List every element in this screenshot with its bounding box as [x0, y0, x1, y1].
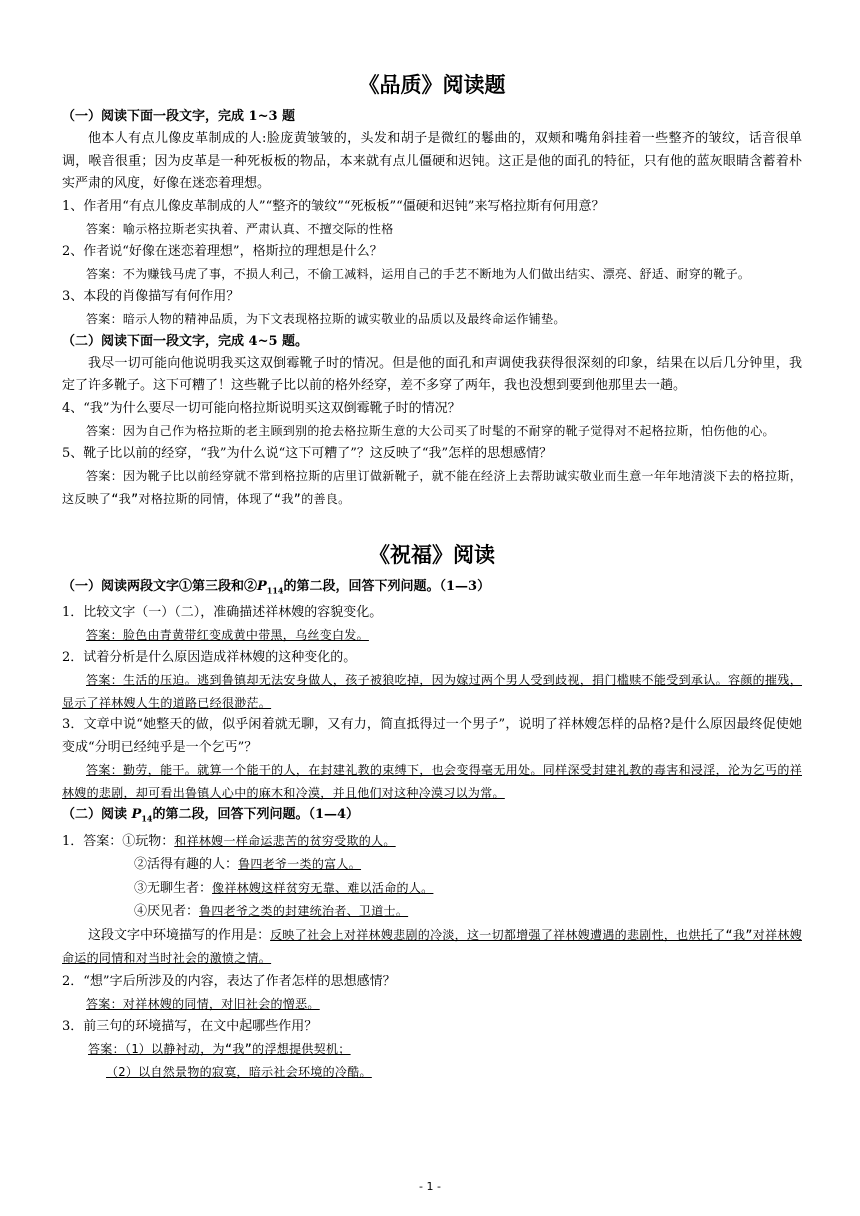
env-answer: 反映了社会上对祥林嫂悲剧的冷淡，这一切都增强了祥林嫂遭遇的悲剧性，也烘托了“我”对祥林嫂命运的同情和对当时社会的激愤之情。 [62, 927, 802, 966]
question-5: 5、靴子比以前的经穿，“我”为什么说“这下可糟了”？这反映了“我”怎样的思想感情？ [62, 445, 553, 461]
answer-5: 答案：因为靴子比以前经穿就不常到格拉斯的店里订做新靴子，就不能在经济上去帮助诚实敬业而生意一年年地清淡下去的格拉斯，这反映了“我”对格拉斯的同情，体现了“我”的善良。 [62, 469, 802, 506]
item-prefix: ④厌见者： [134, 904, 200, 920]
page-number: - 1 - [419, 1180, 441, 1193]
title-pinzhi: 《品质》阅读题 [358, 72, 506, 97]
section-1-heading: （一）阅读下面一段文字，完成 1~3 题 [62, 109, 296, 124]
title-zhufu: 《祝福》阅读 [369, 542, 495, 567]
item-answer: 鲁四老爷一类的富人。 [238, 857, 362, 872]
answer-text: 答案：对祥林嫂的同情，对旧社会的憎恶。 [86, 997, 320, 1012]
page-ref-number: 14 [141, 813, 153, 824]
zhufu-answer-3b-part-1 [62, 1038, 802, 1061]
section-2-heading: （二）阅读下面一段文字，完成 4~5 题。 [62, 333, 309, 349]
heading-text-a: （一）阅读两段文字①第三段和② [62, 579, 258, 594]
zhufu-answer-3b-part-2 [62, 1061, 802, 1084]
heading-text-a: （二）阅读 [62, 807, 132, 823]
zhufu-question-3b: 3．前三句的环境描写，在文中起哪些作用？ [62, 1018, 318, 1034]
item-answer: 和祥林嫂一样命运悲苦的贫穷受欺的人。 [174, 833, 396, 848]
question-1: 1、作者用“有点儿像皮革制成的人”“整齐的皱纹”“死板板”“僵硬和迟钝”来写格拉斯有何用意？ [62, 198, 605, 214]
answer-1: 答案：喻示格拉斯老实执着、严肃认真、不擅交际的性格 [86, 222, 394, 236]
heading-text-b: 的第二段，回答下列问题。（1—4） [152, 807, 360, 823]
heading-text-b: 的第二段，回答下列问题。（1—3） [283, 579, 491, 594]
answer-text: 答案：（1）以静衬动，为“我”的浮想提供契机； [88, 1042, 351, 1057]
zhufu-answer-2b [62, 993, 802, 1016]
zhufu-question-2b: 2．“想”字后所涉及的内容，表达了作者怎样的思想感情？ [62, 973, 396, 989]
env-prefix: 这段文字中环境描写的作用是： [88, 927, 271, 943]
zhufu-question-3: 3．文章中说“她整天的做，似乎闲着就无聊，又有力，简直抵得过一个男子”，说明了祥林嫂怎样的品格?是什么原因最终促使她变成“分明已经纯乎是一个乞丐”？ [62, 717, 802, 755]
zhufu-answer-1 [62, 624, 802, 647]
answer-text: 答案：勤劳，能干。就算一个能干的人，在封建礼教的束缚下，也会变得毫无用处。同样深受封建礼教的毒害和浸淫，沦为乞丐的祥林嫂的悲剧，却可看出鲁镇人心中的麻木和冷漠，并且他们对这种冷漠习以为常。 [62, 763, 802, 800]
question-3: 3、本段的肖像描写有何作用？ [62, 288, 240, 304]
question-2: 2、作者说“好像在迷恋着理想”，格斯拉的理想是什么？ [62, 243, 383, 259]
answer-text: （2）以自然景物的寂寞，暗示社会环境的冷酷。 [106, 1064, 372, 1079]
page-ref-number: 114 [266, 585, 284, 596]
zhufu-question-1: 1．比较文字（一）（二），准确描述祥林嫂的容貌变化。 [62, 604, 383, 620]
question-4: 4、“我”为什么要尽一切可能向格拉斯说明买这双倒霉靴子时的情况？ [62, 400, 461, 416]
answer-text: 答案：脸色由青黄带红变成黄中带黑，乌丝变白发。 [86, 628, 369, 643]
zhufu-q1-item-3 [62, 877, 802, 901]
item-prefix: ②活得有趣的人： [134, 857, 239, 873]
zhufu-answer-3 [62, 759, 802, 804]
answer-2: 答案：不为赚钱马虎了事，不损人利己，不偷工减料，运用自己的手艺不断地为人们做出结实、漂亮、舒适、耐穿的靴子。 [86, 267, 751, 281]
section-2-passage: 我尽一切可能向他说明我买这双倒霉靴子时的情况。但是他的面孔和声调使我获得很深刻的印象，结果在以后几分钟里，我定了许多靴子。这下可糟了！这些靴子比以前的格外经穿，差不多穿了两年，我也没想到要到他那里去一趟。 [62, 355, 802, 393]
answer-4: 答案：因为自己作为格拉斯的老主顾到别的抢去格拉斯生意的大公司买了时髦的不耐穿的靴子觉得对不起格拉斯，怕伤他的心。 [86, 424, 775, 438]
answer-3: 答案：暗示人物的精神品质，为下文表现格拉斯的诚实敬业的品质以及最终命运作铺垫。 [86, 312, 566, 326]
item-prefix: ③无聊生者： [134, 880, 213, 896]
page-content [62, 60, 802, 1083]
zhufu-section-2-heading [62, 804, 802, 830]
zhufu-question-2: 2．试着分析是什么原因造成祥林嫂的这种变化的。 [62, 649, 357, 665]
zhufu-section-1-heading [62, 576, 802, 602]
zhufu-q1-item-2 [62, 853, 802, 877]
zhufu-q1-item-1 [62, 830, 802, 854]
item-answer: 鲁四老爷之类的封建统治者、卫道士。 [199, 904, 409, 919]
answer-text: 答案：生活的压迫。逃到鲁镇却无法安身做人，孩子被狼吃掉，因为嫁过两个男人受到歧视，捐门槛赎不能受到承认。容颜的摧残，显示了祥林嫂人生的道路已经很渺茫。 [62, 673, 802, 710]
page-ref-p: P [131, 807, 142, 823]
item-prefix: 1．答案：①玩物： [62, 833, 175, 849]
zhufu-env-description [62, 924, 802, 971]
page-ref-p: P [257, 579, 267, 594]
zhufu-q1-item-4 [62, 900, 802, 924]
zhufu-answer-2 [62, 669, 802, 714]
item-answer: 像祥林嫂这样贫穷无靠、难以活命的人。 [212, 880, 434, 895]
section-1-passage: 他本人有点儿像皮革制成的人:脸庞黄皱皱的，头发和胡子是微红的鬈曲的，双颊和嘴角斜挂着一些整齐的皱纹，话音很单调，喉音很重；因为皮革是一种死板板的物品，本来就有点儿僵硬和迟钝。这正是他的面孔的特征，只有他的蓝灰眼睛含蓄着朴实严肃的风度，好像在迷恋着理想。 [62, 131, 802, 191]
